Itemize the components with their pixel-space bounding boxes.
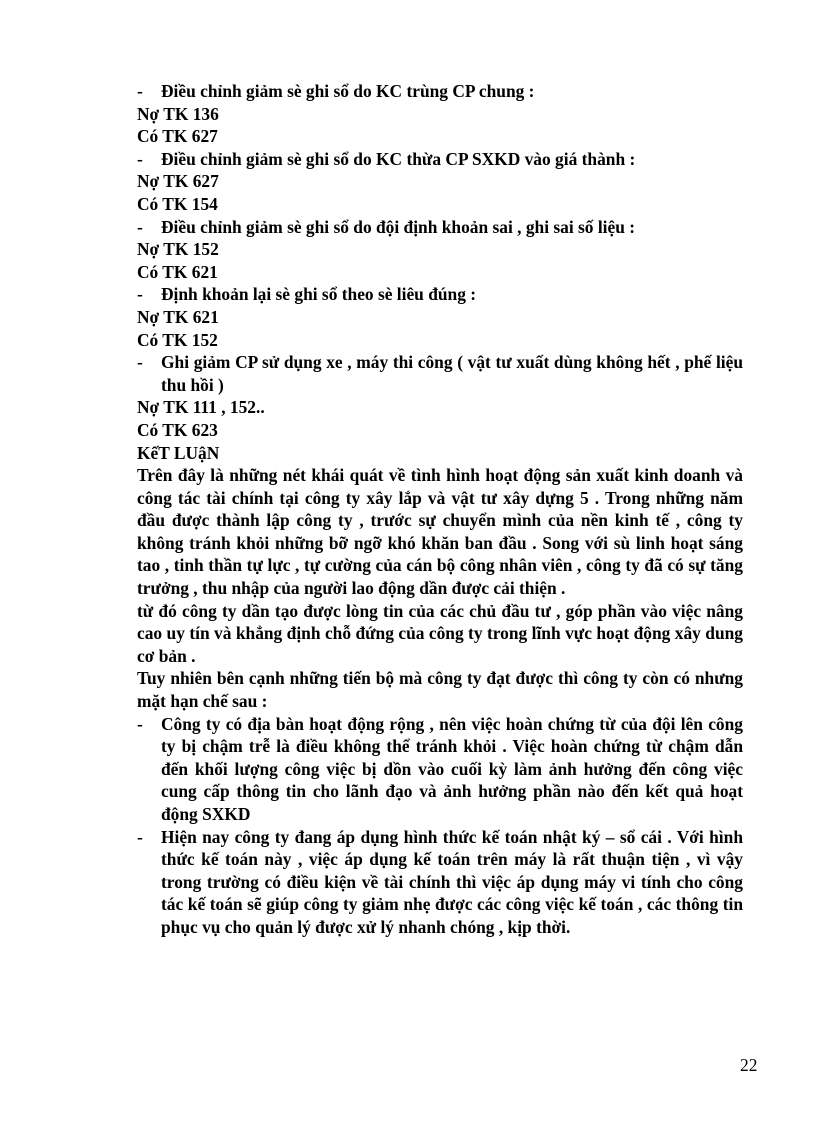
page-number: 22: [740, 1055, 758, 1075]
adjustment-text: Điều chỉnh giảm sè ghi sổ do KC thừa CP SXKD vào giá thành :: [161, 148, 636, 169]
adjustment-text: Ghi giảm CP sử dụng xe , máy thi công ( vật tư xuất dùng không hết , phế liệu thu hồi ): [161, 352, 743, 395]
document-body: [137, 80, 743, 939]
bullet-dash: -: [137, 148, 143, 169]
limitation-text: Công ty có địa bàn hoạt động rộng , nên việc hoàn chứng từ của đội lên công ty bị chậm trễ là điều không thể tránh khỏi . Việc hoàn chứng từ chậm dẫn đến khối lượng công việc bị dồn vào cuối kỳ làm ảnh hưởng đến công việc cung cấp thông tin cho lãnh đạo và ảnh hưởng phần nào đến kết quả hoạt động SXKD: [161, 713, 743, 824]
conclusion-paragraph: Tuy nhiên bên cạnh những tiến bộ mà công ty đạt được thì công ty còn có nhưng mặt hạn chế sau :: [137, 668, 743, 712]
conclusion-paragraph: từ đó công ty dần tạo được lòng tin của các chủ đầu tư , góp phần vào việc nâng cao uy tín và khẳng định chỗ đứng của công ty trong lĩnh vực hoạt động xây dung cơ bản .: [137, 600, 743, 666]
credit-line: Có TK 623: [137, 419, 218, 440]
debit-line: Nợ TK 136: [137, 103, 219, 124]
adjustment-item: [137, 80, 743, 103]
bullet-dash: -: [137, 352, 143, 373]
adjustment-item: [137, 283, 743, 306]
adjustment-text: Định khoản lại sè ghi sổ theo sè liêu đúng :: [161, 284, 477, 305]
limitation-item: [137, 826, 743, 939]
bullet-dash: -: [137, 826, 143, 847]
debit-line: Nợ TK 627: [137, 171, 219, 192]
credit-line: Có TK 152: [137, 329, 218, 350]
bullet-dash: -: [137, 216, 143, 237]
debit-line: Nợ TK 621: [137, 306, 219, 327]
debit-line: Nợ TK 152: [137, 239, 219, 260]
adjustment-item: [137, 216, 743, 239]
section-heading: KếT LUậN: [137, 442, 220, 463]
credit-line: Có TK 154: [137, 193, 218, 214]
bullet-dash: -: [137, 81, 143, 101]
conclusion-paragraph: Trên đây là những nét khái quát về tình hình hoạt động sản xuất kinh doanh và công tác tài chính tại công ty xây lắp và vật tư xây dựng 5 . Trong những năm đầu được thành lập công ty , trước sự chuyển mình của nền kinh tế , công ty không tránh khỏi những bỡ ngỡ khó khăn ban đầu . Song với sù linh hoạt sáng tao , tinh thần tự lực , tự cường của cán bộ công nhân viên , công ty đã có sự tăng trưởng , thu nhập của người lao động dần được cải thiện .: [137, 465, 743, 599]
credit-line: Có TK 621: [137, 261, 218, 282]
adjustment-text: Điều chỉnh giảm sè ghi sổ do KC trùng CP chung :: [161, 81, 535, 101]
debit-line: Nợ TK 111 , 152..: [137, 397, 265, 418]
limitation-item: [137, 713, 743, 826]
bullet-dash: -: [137, 713, 143, 734]
adjustment-item: [137, 148, 743, 171]
adjustment-item: [137, 351, 743, 396]
credit-line: Có TK 627: [137, 126, 218, 147]
adjustment-text: Điều chỉnh giảm sè ghi sổ do đội định khoản sai , ghi sai số liệu :: [161, 216, 636, 237]
limitation-text: Hiện nay công ty đang áp dụng hình thức kế toán nhật ký – sổ cái . Với hình thức kế toán này , việc áp dụng kế toán trên máy là rất thuận tiện , vì vậy trong trường có điều kiện về tài chính thì việc áp dụng máy vi tính cho công tác kế toán sẽ giúp công ty giảm nhẹ được các công việc kế toán , các thông tin phục vụ cho quản lý được xử lý nhanh chóng , kịp thời.: [161, 826, 743, 937]
bullet-dash: -: [137, 284, 143, 305]
